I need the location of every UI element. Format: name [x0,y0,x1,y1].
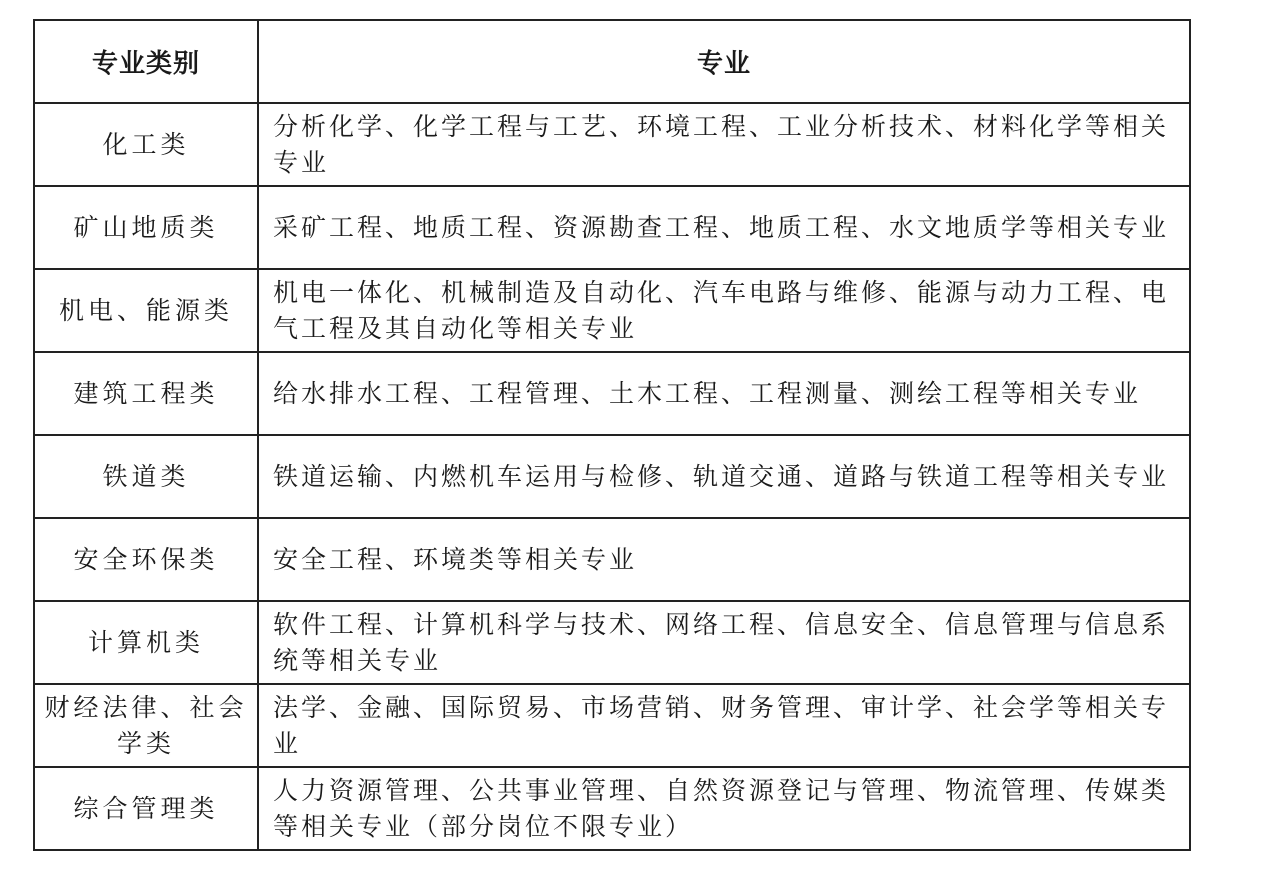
table-row [34,269,1190,352]
row-category: 财经法律、社会学类 [34,684,258,767]
row-category: 计算机类 [34,601,258,684]
majors-table-container [33,19,1191,851]
row-majors: 给水排水工程、工程管理、土木工程、工程测量、测绘工程等相关专业 [258,352,1190,435]
row-category: 安全环保类 [34,518,258,601]
row-majors: 人力资源管理、公共事业管理、自然资源登记与管理、物流管理、传媒类等相关专业（部分岗位不限专业） [258,767,1190,850]
row-category: 机电、能源类 [34,269,258,352]
header-major: 专业 [258,20,1190,103]
row-majors: 采矿工程、地质工程、资源勘查工程、地质工程、水文地质学等相关专业 [258,186,1190,269]
table-row [34,435,1190,518]
row-majors: 安全工程、环境类等相关专业 [258,518,1190,601]
table-header-row [34,20,1190,103]
row-category: 化工类 [34,103,258,186]
row-category: 综合管理类 [34,767,258,850]
majors-table [33,19,1191,851]
row-majors: 软件工程、计算机科学与技术、网络工程、信息安全、信息管理与信息系统等相关专业 [258,601,1190,684]
row-category: 矿山地质类 [34,186,258,269]
row-majors: 法学、金融、国际贸易、市场营销、财务管理、审计学、社会学等相关专业 [258,684,1190,767]
table-row [34,186,1190,269]
table-row [34,767,1190,850]
table-row [34,518,1190,601]
table-row [34,601,1190,684]
header-category: 专业类别 [34,20,258,103]
row-majors: 铁道运输、内燃机车运用与检修、轨道交通、道路与铁道工程等相关专业 [258,435,1190,518]
table-row [34,352,1190,435]
table-row [34,103,1190,186]
row-majors: 机电一体化、机械制造及自动化、汽车电路与维修、能源与动力工程、电气工程及其自动化等相关专业 [258,269,1190,352]
row-majors: 分析化学、化学工程与工艺、环境工程、工业分析技术、材料化学等相关专业 [258,103,1190,186]
row-category: 铁道类 [34,435,258,518]
table-row [34,684,1190,767]
row-category: 建筑工程类 [34,352,258,435]
